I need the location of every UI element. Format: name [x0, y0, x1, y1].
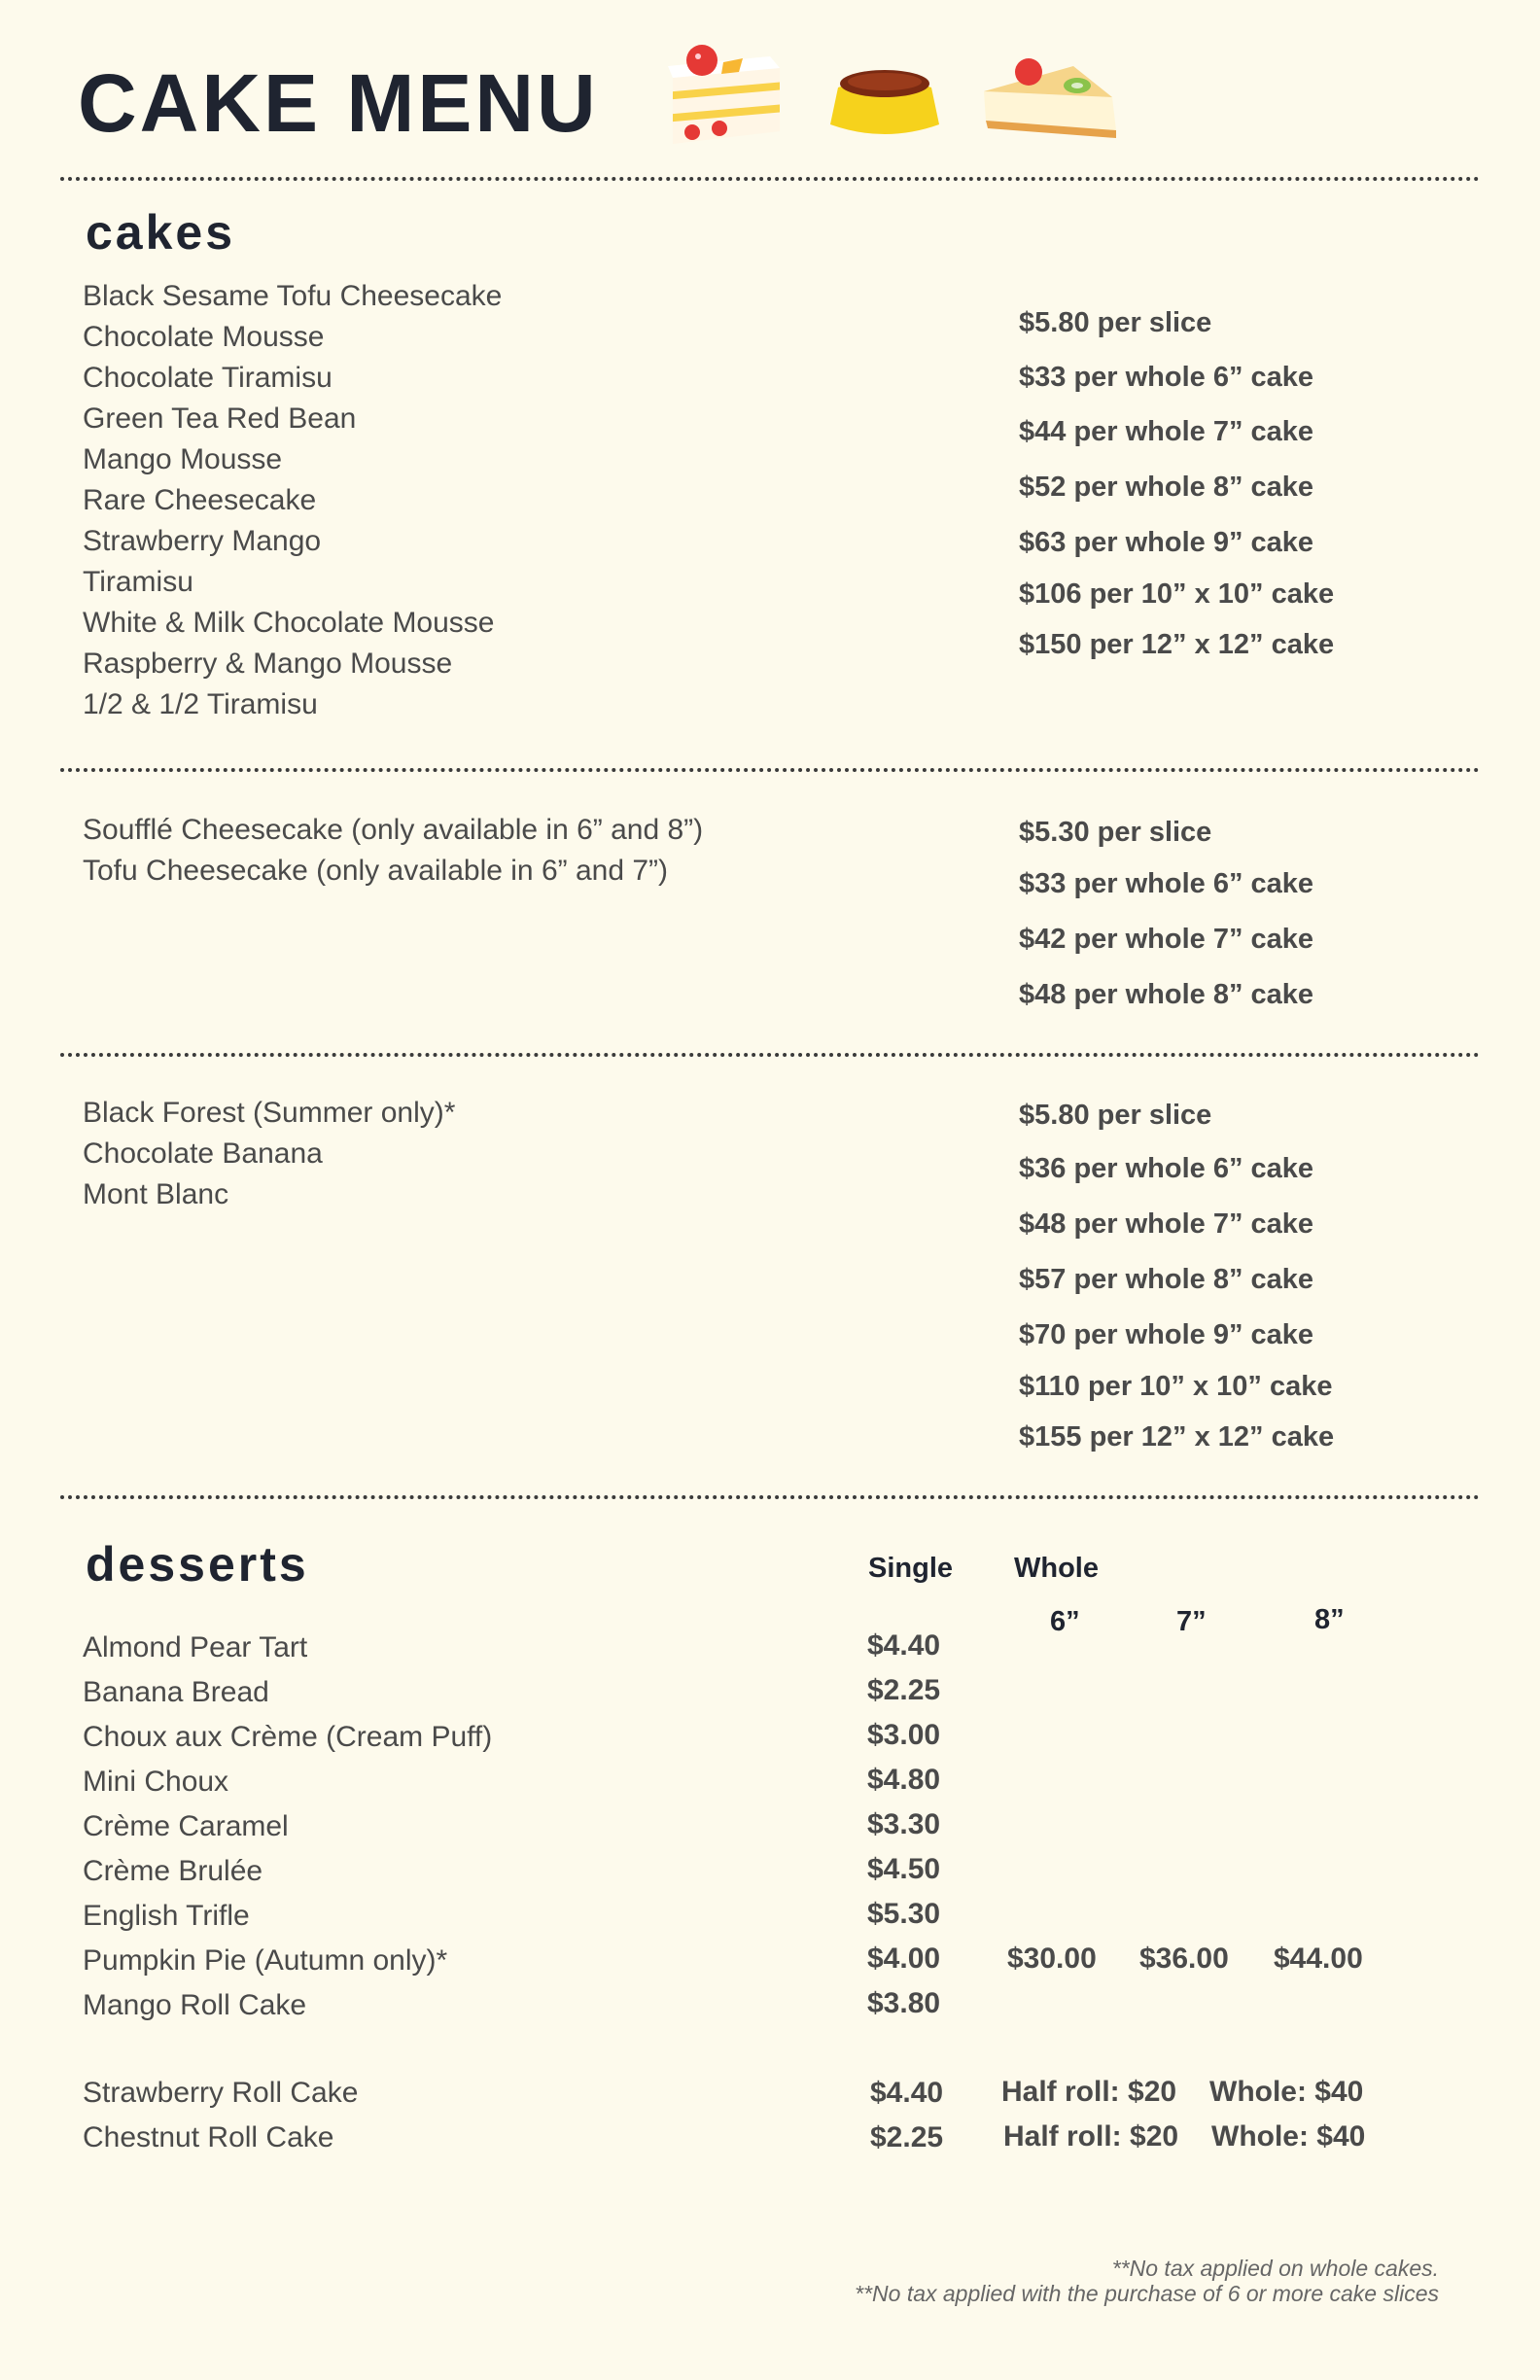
- pumpkin-whole-6: $30.00: [1007, 1942, 1097, 1975]
- section-title-cakes: cakes: [86, 205, 236, 260]
- price-cell: $2.25: [867, 1674, 941, 1706]
- price-cell: $4.80: [867, 1764, 941, 1796]
- pumpkin-whole-8: $44.00: [1274, 1942, 1363, 1975]
- price-line: $5.30 per slice: [1019, 817, 1212, 848]
- price-line: $33 per whole 6” cake: [1019, 868, 1314, 899]
- list-item: Strawberry Mango: [83, 525, 322, 557]
- dessert-single-prices: [867, 1624, 940, 2026]
- creme-caramel-icon: [826, 60, 943, 140]
- price-cell: $3.30: [867, 1808, 941, 1840]
- price-line: $150 per 12” x 12” cake: [1019, 629, 1335, 660]
- list-item: Strawberry Roll Cake: [83, 2077, 359, 2109]
- divider: [60, 177, 1480, 181]
- divider: [60, 768, 1480, 772]
- list-item: Rare Cheesecake: [83, 484, 317, 516]
- divider: [60, 1495, 1480, 1499]
- roll-whole-price: Whole: $40: [1211, 2120, 1366, 2152]
- cake-group-1-items: [83, 276, 502, 725]
- list-item: Crème Caramel: [83, 1810, 289, 1842]
- footnote: **No tax applied with the purchase of 6 or more cake slices: [855, 2281, 1439, 2306]
- price-line: $36 per whole 6” cake: [1019, 1153, 1314, 1184]
- roll-half-price: Half roll: $20: [1001, 2076, 1177, 2108]
- price-line: $57 per whole 8” cake: [1019, 1264, 1314, 1295]
- list-item: Pumpkin Pie (Autumn only)*: [83, 1944, 448, 1977]
- list-item: Mango Roll Cake: [83, 1989, 307, 2021]
- price-line: $106 per 10” x 10” cake: [1019, 578, 1335, 610]
- roll-half-price: Half roll: $20: [1003, 2120, 1179, 2152]
- list-item: Mango Mousse: [83, 443, 283, 475]
- footnote: **No tax applied on whole cakes.: [1111, 2256, 1439, 2281]
- list-item: White & Milk Chocolate Mousse: [83, 607, 495, 639]
- price-cell: $3.00: [867, 1719, 941, 1751]
- list-item: Almond Pear Tart: [83, 1631, 308, 1663]
- list-item: Soufflé Cheesecake (only available in 6” and 8”): [83, 814, 704, 846]
- price-cell: $4.50: [867, 1853, 941, 1885]
- list-item: Raspberry & Mango Mousse: [83, 648, 453, 680]
- strawberry-shortcake-icon: [663, 39, 789, 151]
- roll-whole-price: Whole: $40: [1209, 2076, 1364, 2108]
- list-item: Mont Blanc: [83, 1178, 229, 1210]
- column-header-size-8: 8”: [1314, 1604, 1345, 1635]
- price-line: $33 per whole 6” cake: [1019, 362, 1314, 393]
- list-item: Chocolate Banana: [83, 1138, 323, 1170]
- price-line: $48 per whole 8” cake: [1019, 979, 1314, 1010]
- price-cell: $4.00: [867, 1942, 941, 1975]
- price-line: $5.80 per slice: [1019, 1100, 1212, 1131]
- list-item: Chestnut Roll Cake: [83, 2121, 334, 2153]
- price-line: $44 per whole 7” cake: [1019, 416, 1314, 447]
- list-item: Chocolate Mousse: [83, 321, 325, 353]
- column-header-size-7: 7”: [1176, 1606, 1207, 1637]
- roll-cake-items: [83, 2071, 358, 2160]
- list-item: Green Tea Red Bean: [83, 402, 357, 435]
- list-item: Choux aux Crème (Cream Puff): [83, 1721, 493, 1753]
- price-line: $155 per 12” x 12” cake: [1019, 1421, 1335, 1452]
- price-line: $52 per whole 8” cake: [1019, 472, 1314, 503]
- list-item: Crème Brulée: [83, 1855, 263, 1887]
- list-item: English Trifle: [83, 1900, 250, 1932]
- cake-group-3-items: [83, 1093, 455, 1215]
- list-item: Chocolate Tiramisu: [83, 362, 332, 394]
- column-header-single: Single: [868, 1553, 954, 1584]
- price-cell: $2.25: [870, 2121, 944, 2153]
- price-line: $63 per whole 9” cake: [1019, 527, 1314, 558]
- list-item: Black Forest (Summer only)*: [83, 1097, 456, 1129]
- column-header-size-6: 6”: [1050, 1606, 1080, 1637]
- list-item: Banana Bread: [83, 1676, 269, 1708]
- price-line: $5.80 per slice: [1019, 307, 1212, 338]
- price-line: $42 per whole 7” cake: [1019, 924, 1314, 955]
- price-cell: $4.40: [867, 1629, 941, 1662]
- price-cell: $3.80: [867, 1987, 941, 2019]
- cake-group-1-prices: [1019, 303, 1334, 676]
- cake-group-2-prices: [1019, 813, 1313, 1031]
- column-header-whole: Whole: [1014, 1553, 1099, 1584]
- list-item: Tiramisu: [83, 566, 193, 598]
- cake-group-3-prices: [1019, 1096, 1334, 1468]
- price-line: $70 per whole 9” cake: [1019, 1319, 1314, 1350]
- dessert-items: [83, 1626, 492, 2028]
- list-item: Black Sesame Tofu Cheesecake: [83, 280, 503, 312]
- roll-cake-single-prices: [870, 2071, 943, 2160]
- price-cell: $5.30: [867, 1898, 941, 1930]
- list-item: Mini Choux: [83, 1766, 229, 1798]
- pumpkin-whole-7: $36.00: [1139, 1942, 1229, 1975]
- section-title-desserts: desserts: [86, 1537, 309, 1592]
- cheesecake-slice-icon: [980, 51, 1126, 148]
- cake-group-2-items: [83, 810, 703, 892]
- price-line: $48 per whole 7” cake: [1019, 1208, 1314, 1240]
- price-cell: $4.40: [870, 2077, 944, 2109]
- list-item: Tofu Cheesecake (only available in 6” and 7”): [83, 855, 669, 887]
- divider: [60, 1053, 1480, 1057]
- page-title: CAKE MENU: [78, 57, 599, 149]
- price-line: $110 per 10” x 10” cake: [1019, 1371, 1333, 1402]
- list-item: 1/2 & 1/2 Tiramisu: [83, 688, 318, 720]
